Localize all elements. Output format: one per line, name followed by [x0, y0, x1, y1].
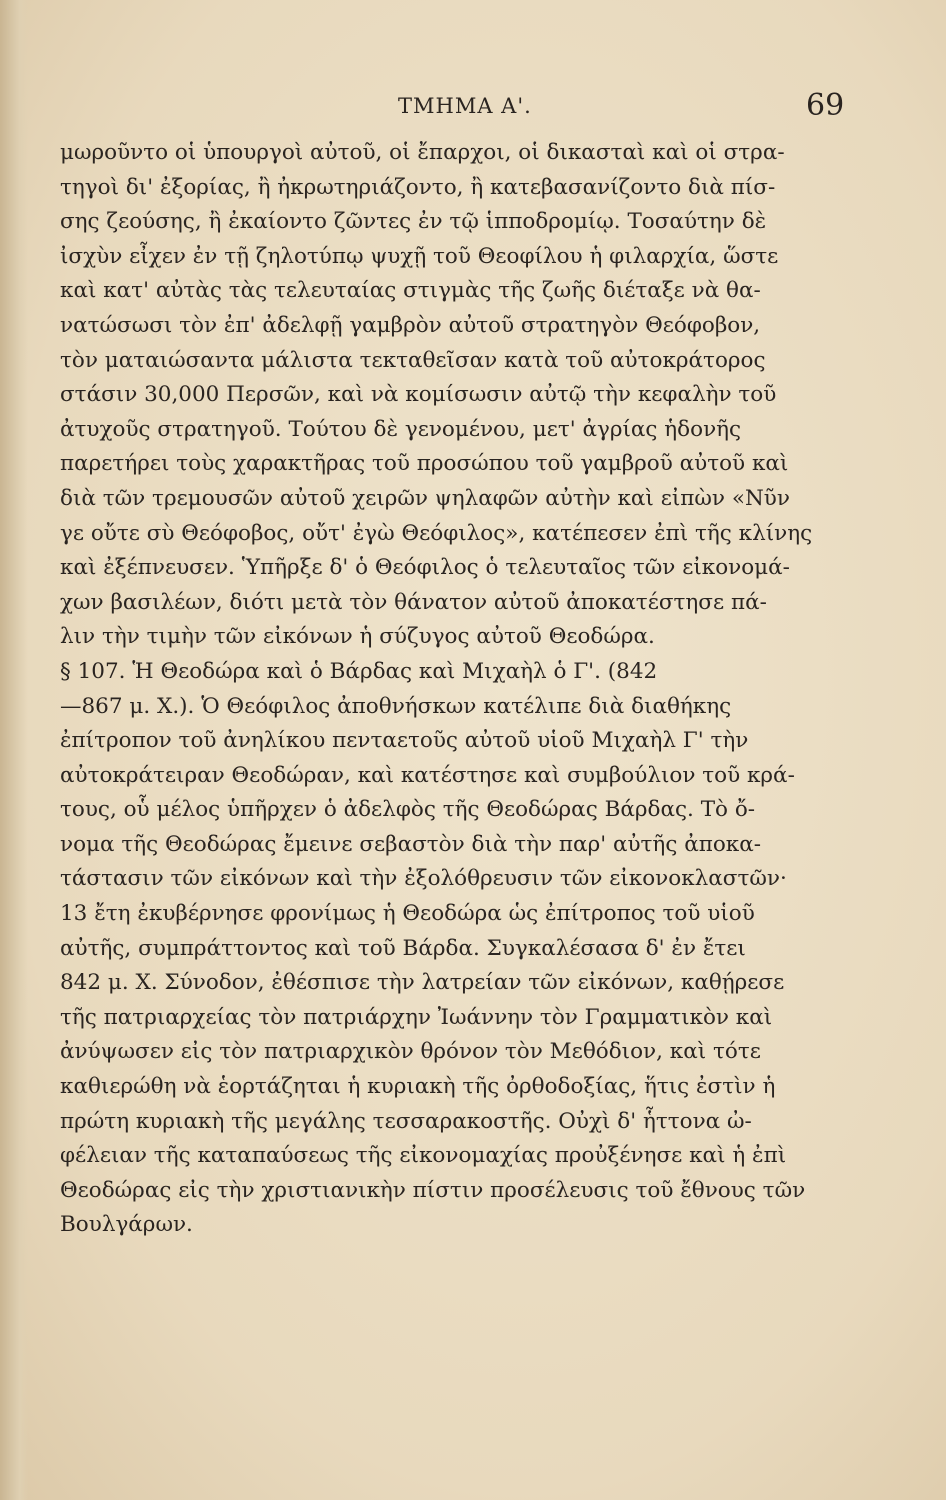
text-line: —867 μ. Χ.). Ὁ Θεόφιλος ἀποθνήσκων κατέλιπε διὰ διαθήκης [60, 693, 732, 719]
text-line: τῆς πατριαρχείας τὸν πατριάρχην Ἰωάννην τὸν Γραμματικὸν καὶ [60, 1004, 773, 1030]
text-line: ἀνύψωσεν εἰς τὸν πατριαρχικὸν θρόνον τὸν Μεθόδιον, καὶ τότε [60, 1039, 761, 1065]
text-line: Θεοδώρας εἰς τὴν χριστιανικὴν πίστιν προσέλευσις τοῦ ἔθνους τῶν [60, 1177, 806, 1203]
text-line: χων βασιλέων, διότι μετὰ τὸν θάνατον αὐτοῦ ἀποκατέστησε πά- [60, 589, 767, 615]
text-line: γε οὔτε σὺ Θεόφοβος, οὔτ' ἐγὼ Θεόφιλος», κατέπεσεν ἐπὶ τῆς κλίνης [60, 520, 813, 546]
text-line: φέλειαν τῆς καταπαύσεως τῆς εἰκονομαχίας προὐξένησε καὶ ἡ ἐπὶ [60, 1143, 787, 1169]
text-line: τους, οὗ μέλος ὑπῆρχεν ὁ ἀδελφὸς τῆς Θεοδώρας Βάρδας. Τὸ ὄ- [60, 797, 756, 823]
text-line: μωροῦντο οἱ ὑπουργοὶ αὐτοῦ, οἱ ἔπαρχοι, οἱ δικασταὶ καὶ οἱ στρα- [60, 140, 785, 165]
text-line: τάστασιν τῶν εἰκόνων καὶ τὴν ἐξολόθρευσιν τῶν εἰκονοκλαστῶν· [60, 866, 787, 892]
page-spine-shadow [0, 0, 28, 1500]
text-line: ἰσχὺν εἶχεν ἐν τῇ ζηλοτύπῳ ψυχῇ τοῦ Θεοφίλου ἡ φιλαρχία, ὥστε [60, 243, 779, 269]
text-line: Βουλγάρων. [60, 1212, 193, 1238]
text-line: 842 μ. Χ. Σύνοδον, ἐθέσπισε τὴν λατρείαν τῶν εἰκόνων, καθῄρεσε [60, 970, 785, 996]
text-line: τὸν ματαιώσαντα μάλιστα τεκταθεῖσαν κατὰ τοῦ αὐτοκράτορος [60, 347, 766, 373]
text-line: αὐτῆς, συμπράττοντος καὶ τοῦ Βάρδα. Συγκαλέσασα δ' ἐν ἔτει [60, 935, 746, 961]
text-line: νομα τῆς Θεοδώρας ἔμεινε σεβαστὸν διὰ τὴν παρ' αὐτῆς ἀποκα- [60, 831, 762, 857]
text-line: σης ζεούσης, ἢ ἐκαίοντο ζῶντες ἐν τῷ ἱπποδρομίῳ. Τοσαύτην δὲ [60, 209, 767, 235]
text-line: 13 ἔτη ἐκυβέρνησε φρονίμως ἡ Θεοδώρα ὡς ἐπίτροπος τοῦ υἱοῦ [60, 901, 755, 927]
text-line: αὐτοκράτειραν Θεοδώραν, καὶ κατέστησε καὶ συμβούλιον τοῦ κρά- [60, 762, 795, 788]
section-title: ΤΜΗΜΑ Α'. [398, 94, 532, 118]
text-line: καὶ ἐξέπνευσεν. Ὑπῆρξε δ' ὁ Θεόφιλος ὁ τελευταῖος τῶν εἰκονομά- [60, 555, 790, 581]
text-line: νατώσωσι τὸν ἐπ' ἀδελφῇ γαμβρὸν αὐτοῦ στρατηγὸν Θεόφοβον, [60, 312, 761, 338]
text-line: τηγοὶ δι' ἐξορίας, ἢ ἠκρωτηριάζοντο, ἢ κατεβασανίζοντο διὰ πίσ- [60, 174, 776, 200]
text-line: πρώτη κυριακὴ τῆς μεγάλης τεσσαρακοστῆς. Οὐχὶ δ' ἧττονα ὠ- [60, 1108, 752, 1134]
text-line: καθιερώθη νὰ ἑορτάζηται ἡ κυριακὴ τῆς ὀρθοδοξίας, ἥτις ἐστὶν ἡ [60, 1074, 776, 1100]
section-heading-line: § 107. Ἡ Θεοδώρα καὶ ὁ Βάρδας καὶ Μιχαὴλ ὁ Γ'. (842 [60, 658, 658, 684]
running-head [0, 88, 946, 128]
text-line: παρετήρει τοὺς χαρακτῆρας τοῦ προσώπου τοῦ γαμβροῦ αὐτοῦ καὶ [60, 451, 789, 477]
text-line: διὰ τῶν τρεμουσῶν αὐτοῦ χειρῶν ψηλαφῶν αὐτὴν καὶ εἰπὼν «Νῦν [60, 485, 790, 511]
page-number: 69 [806, 88, 845, 123]
text-line: ἀτυχοῦς στρατηγοῦ. Τούτου δὲ γενομένου, μετ' ἀγρίας ἡδονῆς [60, 416, 742, 442]
body-text [60, 136, 820, 1243]
text-line: ἐπίτροπον τοῦ ἀνηλίκου πενταετοῦς αὐτοῦ υἱοῦ Μιχαὴλ Γ' τὴν [60, 728, 749, 754]
text-line: στάσιν 30,000 Περσῶν, καὶ νὰ κομίσωσιν αὐτῷ τὴν κεφαλὴν τοῦ [60, 382, 777, 408]
text-line: καὶ κατ' αὐτὰς τὰς τελευταίας στιγμὰς τῆς ζωῆς διέταξε νὰ θα- [60, 278, 761, 304]
text-line: λιν τὴν τιμὴν τῶν εἰκόνων ἡ σύζυγος αὐτοῦ Θεοδώρα. [60, 624, 655, 650]
